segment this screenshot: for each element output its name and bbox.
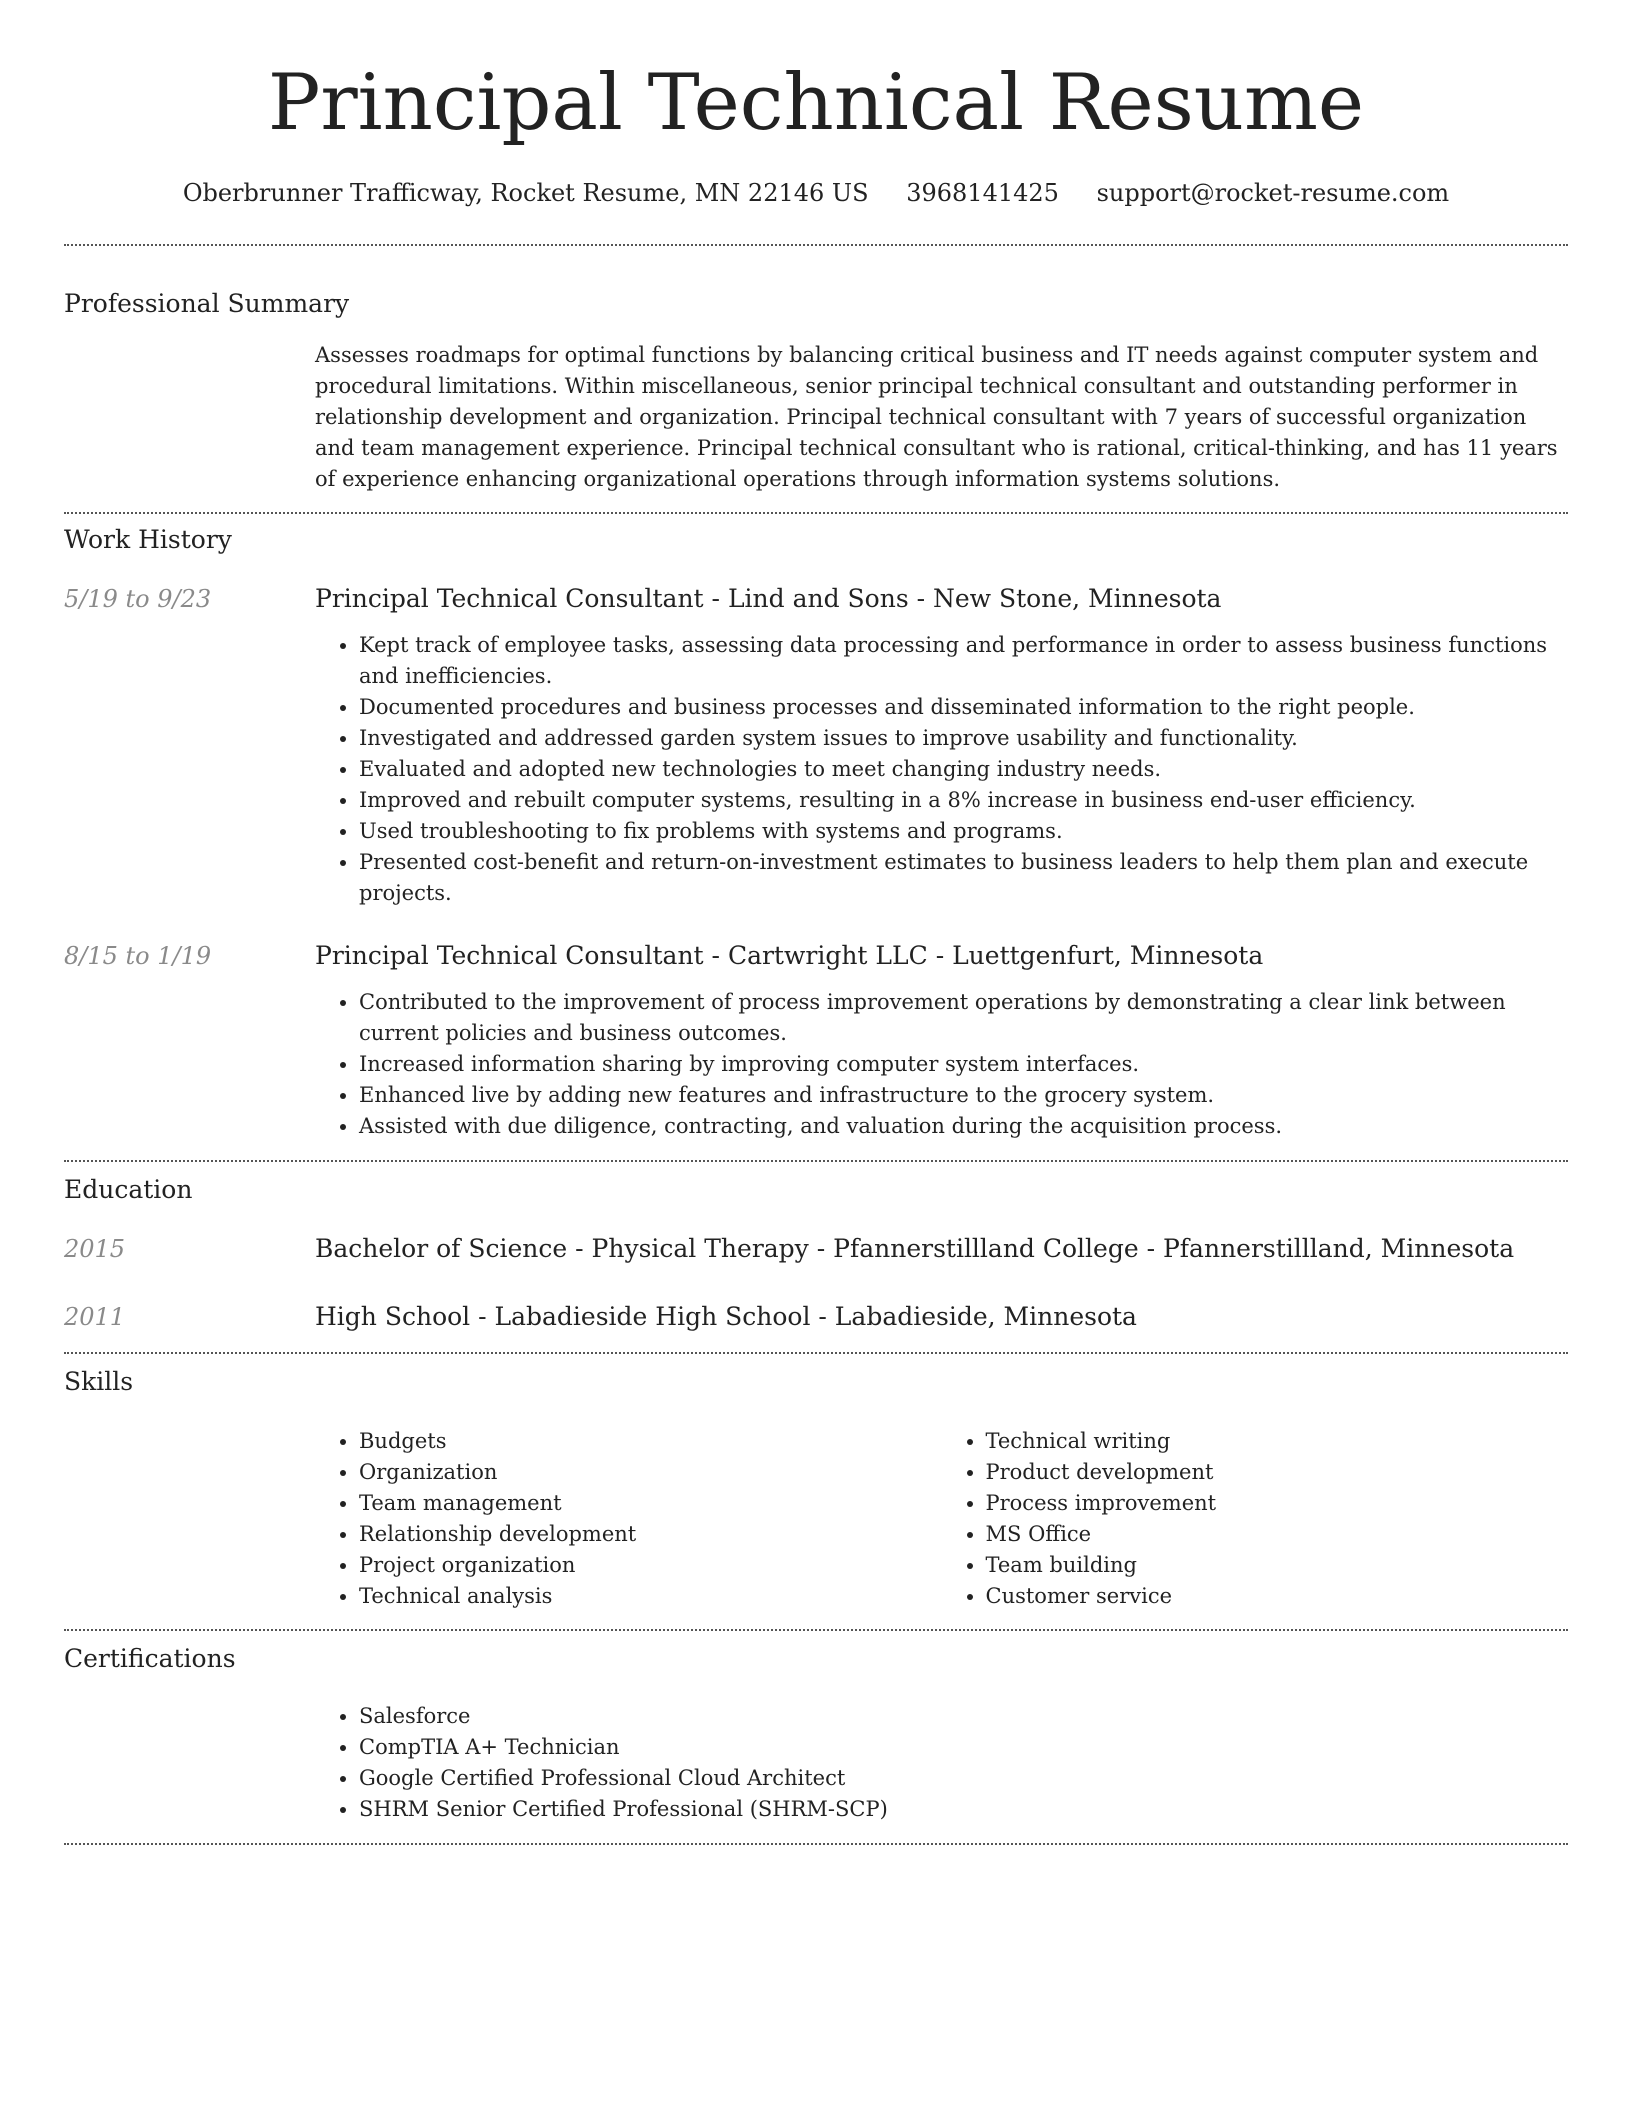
- list-item: • Kept track of employee tasks, assessing data processing and performance in order to assess business functions and inefficiencies.: [359, 630, 1568, 692]
- summary-text: Assesses roadmaps for optimal functions by balancing critical business and IT needs against computer system and procedural limitations. Within miscellaneous, senior principal technical consultant and outstanding performer in relationship development and organization. Principal technical consultant with 7 years of successful organization and team management experience. Principal technical consultant who is rational, critical-thinking, and has 11 years of experience enhancing organizational operations through information systems solutions.: [315, 343, 1558, 491]
- resume-title: Principal Technical Resume: [267, 58, 1365, 148]
- summary-section: [64, 286, 1568, 495]
- list-item: • Process improvement: [986, 1488, 1569, 1519]
- education-section: [64, 1172, 1568, 1334]
- section-title-work-history: Work History: [64, 525, 232, 554]
- divider: [64, 1843, 1568, 1845]
- section-title-certifications: Certifications: [64, 1644, 236, 1673]
- education-year: 2011: [64, 1303, 126, 1331]
- phone: 3968141425: [906, 179, 1059, 207]
- education-entry: [64, 1300, 1568, 1334]
- email: support@rocket-resume.com: [1096, 179, 1450, 207]
- list-item: • Increased information sharing by improving computer system interfaces.: [359, 1049, 1568, 1080]
- list-item: • Salesforce: [359, 1701, 1568, 1732]
- list-item: • Product development: [986, 1457, 1569, 1488]
- list-item: • Investigated and addressed garden system issues to improve usability and functionality.: [359, 723, 1568, 754]
- divider: [64, 512, 1568, 514]
- list-item: • Improved and rebuilt computer systems, resulting in a 8% increase in business end-user efficiency.: [359, 785, 1568, 816]
- section-title-skills: Skills: [64, 1367, 134, 1396]
- list-item: • Customer service: [986, 1581, 1569, 1612]
- list-item: • Team management: [359, 1488, 942, 1519]
- list-item: • Contributed to the improvement of process improvement operations by demonstrating a clear link between current policies and business outcomes.: [359, 987, 1568, 1049]
- education-entry: [64, 1232, 1568, 1266]
- job-dates: 5/19 to 9/23: [64, 585, 212, 613]
- work-history-section: [64, 522, 1568, 1142]
- skills-section: [64, 1364, 1568, 1612]
- list-item: • Team building: [986, 1550, 1569, 1581]
- education-year: 2015: [64, 1235, 126, 1263]
- certifications-section: [64, 1641, 1568, 1825]
- list-item: • Google Certified Professional Cloud Architect: [359, 1763, 1568, 1794]
- job-entry: [64, 582, 1568, 909]
- list-item: • Budgets: [359, 1426, 942, 1457]
- divider: [64, 1629, 1568, 1631]
- list-item: • Documented procedures and business processes and disseminated information to the right people.: [359, 692, 1568, 723]
- job-bullets: [315, 630, 1568, 909]
- contact-info: [64, 176, 1568, 210]
- list-item: • Used troubleshooting to fix problems with systems and programs.: [359, 816, 1568, 847]
- list-item: • SHRM Senior Certified Professional (SHRM-SCP): [359, 1794, 1568, 1825]
- list-item: • Project organization: [359, 1550, 942, 1581]
- divider: [64, 244, 1568, 246]
- section-title-education: Education: [64, 1175, 193, 1204]
- divider: [64, 1160, 1568, 1162]
- job-dates: 8/15 to 1/19: [64, 942, 212, 970]
- job-entry: [64, 939, 1568, 1142]
- list-item: • Assisted with due diligence, contracting, and valuation during the acquisition process.: [359, 1111, 1568, 1142]
- skills-list-left: [315, 1426, 942, 1612]
- resume-page: [64, 0, 1568, 1845]
- job-bullets: [315, 987, 1568, 1142]
- address: Oberbrunner Trafficway, Rocket Resume, MN 22146 US: [182, 179, 869, 207]
- list-item: • Enhanced live by adding new features and infrastructure to the grocery system.: [359, 1080, 1568, 1111]
- list-item: • Presented cost-benefit and return-on-investment estimates to business leaders to help them plan and execute projects.: [359, 847, 1568, 909]
- job-heading: Principal Technical Consultant - Lind and Sons - New Stone, Minnesota: [315, 584, 1222, 613]
- certifications-list: [315, 1701, 1568, 1825]
- list-item: • Technical writing: [986, 1426, 1569, 1457]
- list-item: • Evaluated and adopted new technologies to meet changing industry needs.: [359, 754, 1568, 785]
- divider: [64, 1352, 1568, 1354]
- list-item: • Technical analysis: [359, 1581, 942, 1612]
- list-item: • Organization: [359, 1457, 942, 1488]
- education-heading: High School - Labadieside High School - Labadieside, Minnesota: [315, 1302, 1137, 1331]
- list-item: • MS Office: [986, 1519, 1569, 1550]
- list-item: • CompTIA A+ Technician: [359, 1732, 1568, 1763]
- section-title-summary: Professional Summary: [64, 289, 350, 318]
- education-heading: Bachelor of Science - Physical Therapy - Pfannerstillland College - Pfannerstillland, Minnesota: [315, 1234, 1515, 1263]
- job-heading: Principal Technical Consultant - Cartwright LLC - Luettgenfurt, Minnesota: [315, 941, 1264, 970]
- list-item: • Relationship development: [359, 1519, 942, 1550]
- skills-list-right: [942, 1426, 1569, 1612]
